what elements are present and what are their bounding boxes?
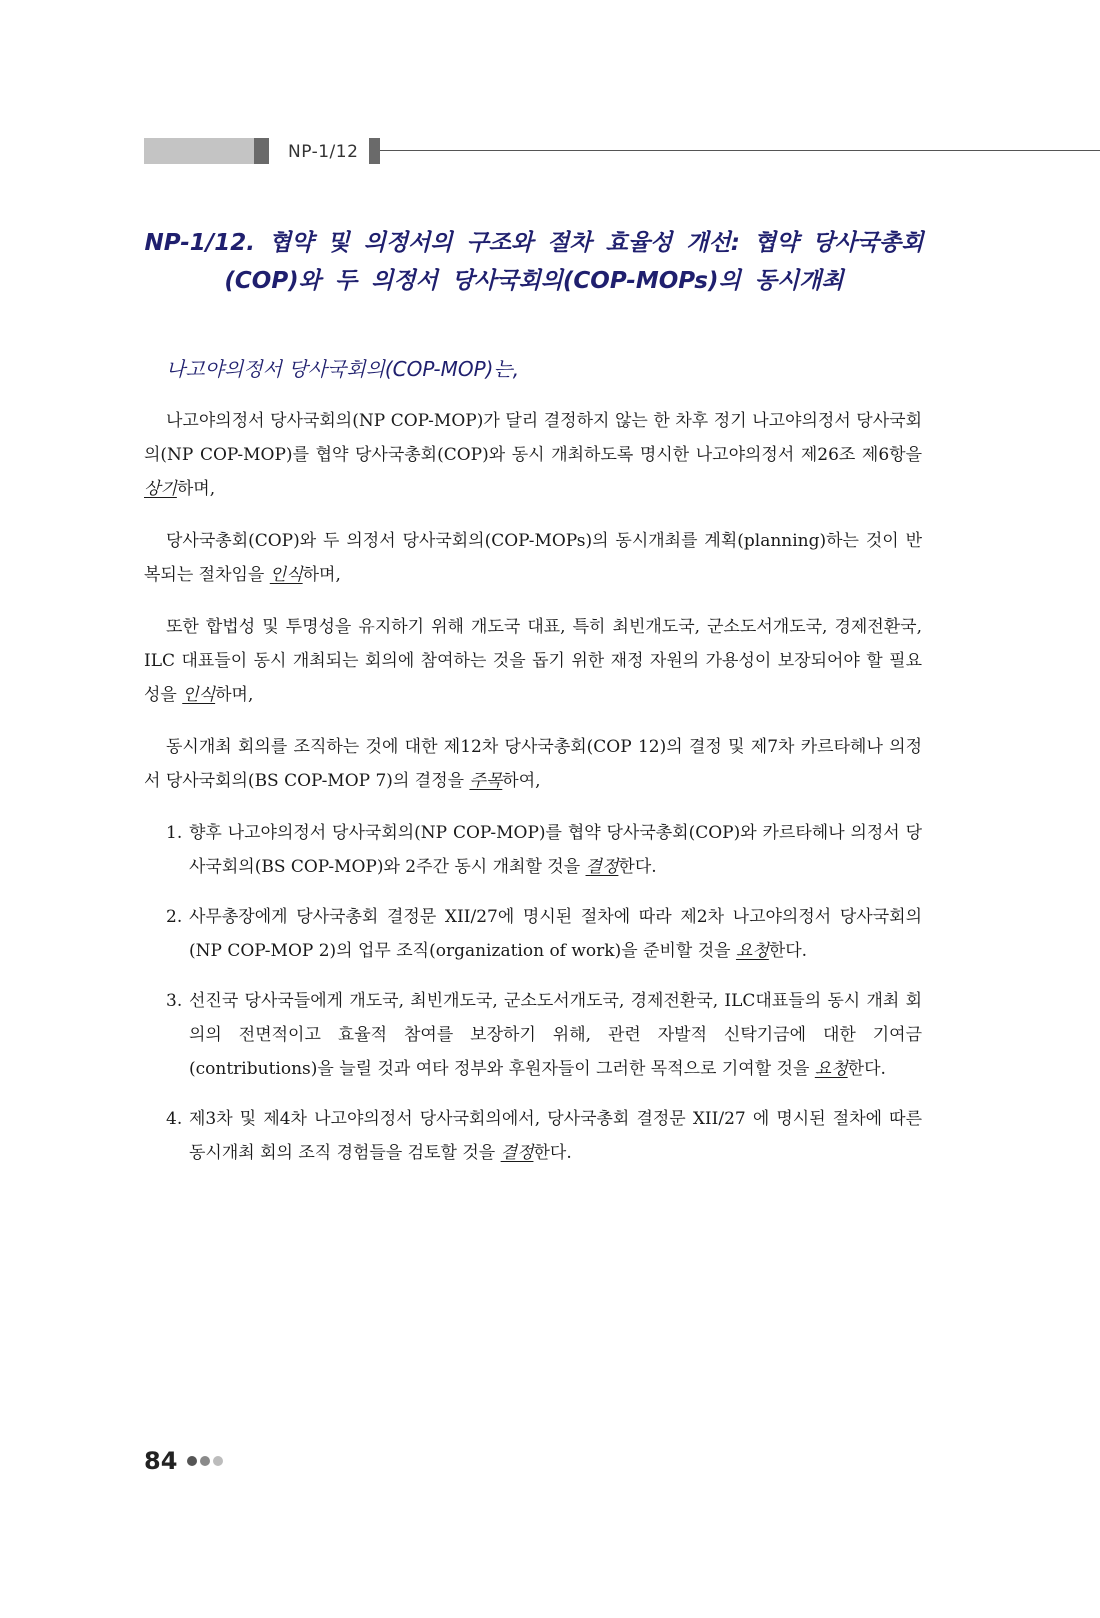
footer-dot-icon: [187, 1456, 197, 1466]
item-text: 사무총장에게 당사국총회 결정문 XII/27에 명시된 절차에 따라 제2차 나고야의정서 당사국회의(NP COP-MOP 2)의 업무 조직(organization of work)을 준비할 것을: [189, 907, 922, 961]
preamble-paragraph: [144, 404, 922, 506]
list-item: [144, 1102, 922, 1170]
operative-verb: 인식: [182, 685, 216, 705]
item-text-end: 한다.: [618, 857, 657, 877]
operative-list: [144, 816, 922, 1170]
header-tab-right: [369, 138, 380, 164]
item-number: 1.: [166, 823, 183, 843]
footer-dot-icon: [213, 1456, 223, 1466]
header-grey-bar: [144, 138, 254, 164]
title-line-2: (COP)와 두 의정서 당사국회의(COP-MOPs)의 동시개최: [224, 268, 844, 294]
header-rule: [380, 150, 1100, 151]
item-text: 제3차 및 제4차 나고야의정서 당사국회의에서, 당사국총회 결정문 XII/27 에 명시된 절차에 따른 동시개최 회의 조직 경험들을 검토할 것을: [189, 1109, 922, 1163]
title-line-1: NP-1/12. 협약 및 의정서의 구조와 절차 효율성 개선: 협약 당사국총회: [144, 230, 924, 256]
item-number: 2.: [166, 907, 183, 927]
operative-verb: 상기: [144, 479, 177, 499]
paragraph-text: 동시개최 회의를 조직하는 것에 대한 제12차 당사국총회(COP 12)의 결정 및 제7차 카르타헤나 의정서 당사국회의(BS COP-MOP 7)의 결정을: [144, 737, 922, 791]
document-body: [144, 352, 922, 1186]
paragraph-text-end: 하며,: [176, 479, 216, 499]
item-text-end: 한다.: [847, 1059, 886, 1079]
item-text-end: 한다.: [768, 941, 808, 961]
paragraph-text: 당사국총회(COP)와 두 의정서 당사국회의(COP-MOPs)의 동시개최를 계획(planning)하는 것이 반복되는 절차임을: [144, 531, 922, 585]
header-tab-left: [254, 138, 269, 164]
paragraph-text-end: 하여,: [502, 771, 541, 791]
header-doc-code: NP-1/12: [288, 142, 359, 162]
page-number: 84: [144, 1447, 178, 1475]
preamble-paragraph: [144, 610, 922, 712]
paragraph-text: 또한 합법성 및 투명성을 유지하기 위해 개도국 대표, 특히 최빈개도국, 군소도서개도국, 경제전환국, ILC 대표들이 동시 개최되는 회의에 참여하는 것을 돕기 위한 재정 자원의 가용성이 보장되어야 할 필요성을: [144, 617, 922, 705]
operative-verb: 요청: [735, 941, 769, 961]
operative-verb: 요청: [814, 1059, 848, 1079]
item-text: 향후 나고야의정서 당사국회의(NP COP-MOP)를 협약 당사국총회(COP)와 카르타헤나 의정서 당사국회의(BS COP-MOP)와 2주간 동시 개최할 것을: [189, 823, 922, 877]
paragraph-text-end: 하며,: [302, 565, 341, 585]
preamble-paragraph: [144, 524, 922, 592]
decision-title: [144, 224, 924, 300]
operative-verb: 결정: [500, 1143, 534, 1163]
list-item: [144, 984, 922, 1086]
paragraph-text: 나고야의정서 당사국회의(NP COP-MOP)가 달리 결정하지 않는 한 차후 정기 나고야의정서 당사국회의(NP COP-MOP)를 협약 당사국총회(COP)와 동시 개최하도록 명시한 나고야의정서 제26조 제6항을: [144, 411, 922, 465]
preamble-heading: 나고야의정서 당사국회의(COP-MOP)는,: [166, 357, 520, 381]
list-item: [144, 816, 922, 884]
item-text-end: 한다.: [533, 1143, 572, 1163]
preamble-paragraph: [144, 730, 922, 798]
item-number: 4.: [166, 1109, 183, 1129]
item-text: 선진국 당사국들에게 개도국, 최빈개도국, 군소도서개도국, 경제전환국, ILC대표들의 동시 개최 회의의 전면적이고 효율적 참여를 보장하기 위해, 관련 자발적 신탁기금에 대한 기여금(contributions)을 늘릴 것과 여타 정부와 후원자들이 그러한 목적으로 기여할 것을: [189, 991, 922, 1079]
operative-verb: 인식: [269, 565, 303, 585]
paragraph-text-end: 하며,: [215, 685, 254, 705]
footer-dot-icon: [200, 1456, 210, 1466]
operative-verb: 주목: [469, 771, 503, 791]
item-number: 3.: [166, 991, 183, 1011]
page-footer: [144, 1444, 226, 1478]
list-item: [144, 900, 922, 968]
running-header: [144, 138, 1100, 164]
operative-verb: 결정: [585, 857, 619, 877]
